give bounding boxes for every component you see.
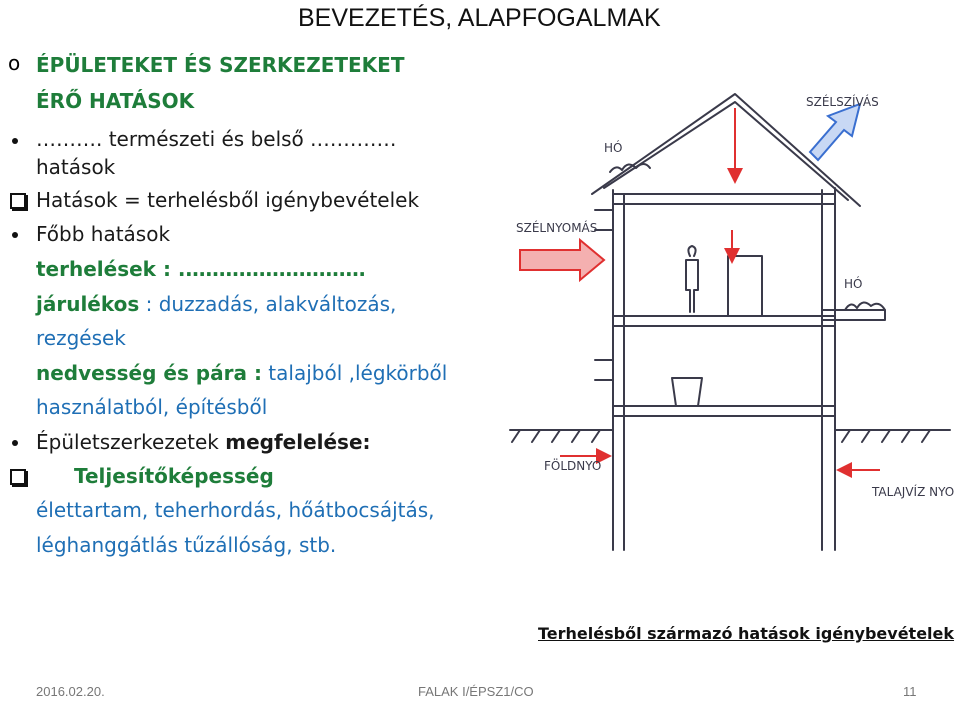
bullet-hatasok-line2: hatások: [36, 155, 116, 179]
bullet-hatasok-line1: ………. természeti és belső .…………: [36, 127, 397, 151]
check-teljesitokepesseg: Teljesítőképesség: [74, 464, 274, 488]
checkbox-bullet-icon: [10, 193, 26, 209]
building-section-figure: [500, 60, 960, 560]
rezgesek-line: rezgések: [36, 326, 126, 350]
wind-suction-arrow-icon: [810, 104, 860, 160]
basin: [672, 378, 702, 406]
label-foldnyomas: FÖLDNYO: [544, 459, 602, 473]
dot-bullet-icon: [12, 138, 18, 144]
label-szelnyomas: SZÉLNYOMÁS: [516, 221, 598, 235]
snow-balcony: [845, 302, 885, 310]
attic-floor: [613, 194, 835, 204]
label-ho-top: HÓ: [604, 141, 623, 155]
floor-2: [613, 316, 835, 326]
basement-right: [822, 416, 835, 550]
label-talajviz: TALAJVÍZ NYO: [872, 485, 955, 499]
circle-bullet-icon: o: [8, 51, 21, 75]
bullet-megfeleles: Épületszerkezetek megfelelése:: [36, 430, 371, 454]
dot-bullet-icon: [12, 232, 18, 238]
dot-bullet-icon: [12, 440, 18, 446]
figure-caption: Terhelésből származó hatások igénybevételek: [538, 624, 955, 643]
elettartam-line: élettartam, teherhordás, hőátbocsájtás,: [36, 498, 435, 522]
hasznalatbol-line: használatból, építésből: [36, 395, 268, 419]
terhelesek-line: terhelések : .………………………: [36, 257, 366, 281]
footer-date: 2016.02.20.: [36, 684, 105, 699]
wind-pressure-arrow-icon: [520, 240, 604, 280]
label-szelsziva: SZÉLSZÍVÁS: [806, 95, 879, 109]
bullet-fobb: Főbb hatások: [36, 222, 171, 246]
ground-hatch: [512, 430, 930, 442]
label-ho-right: HÓ: [844, 277, 863, 291]
door: [728, 256, 762, 316]
footer-course: FALAK I/ÉPSZ1/CO: [418, 684, 534, 699]
slide-title: BEVEZETÉS, ALAPFOGALMAK: [298, 4, 661, 32]
nedvesseg-line: nedvesség és pára : talajból ,légkörből: [36, 361, 448, 385]
jarulekos-line: járulékos : duzzadás, alakváltozás,: [36, 292, 397, 316]
person-figure: [686, 246, 698, 312]
heading-line-2: ÉRŐ HATÁSOK: [36, 89, 195, 113]
leghanggatlas-line: léghanggátlás tűzállóság, stb.: [36, 533, 337, 557]
footer-page-number: 11: [903, 684, 917, 699]
heading-line-1: ÉPÜLETEKET ÉS SZERKEZETEKET: [36, 53, 405, 77]
check-hatasok: Hatások = terhelésből igénybevételek: [36, 188, 420, 212]
basement-left: [613, 416, 624, 550]
floor-1: [613, 406, 835, 416]
window-left: [595, 210, 613, 380]
checkbox-bullet-icon: [10, 469, 26, 485]
